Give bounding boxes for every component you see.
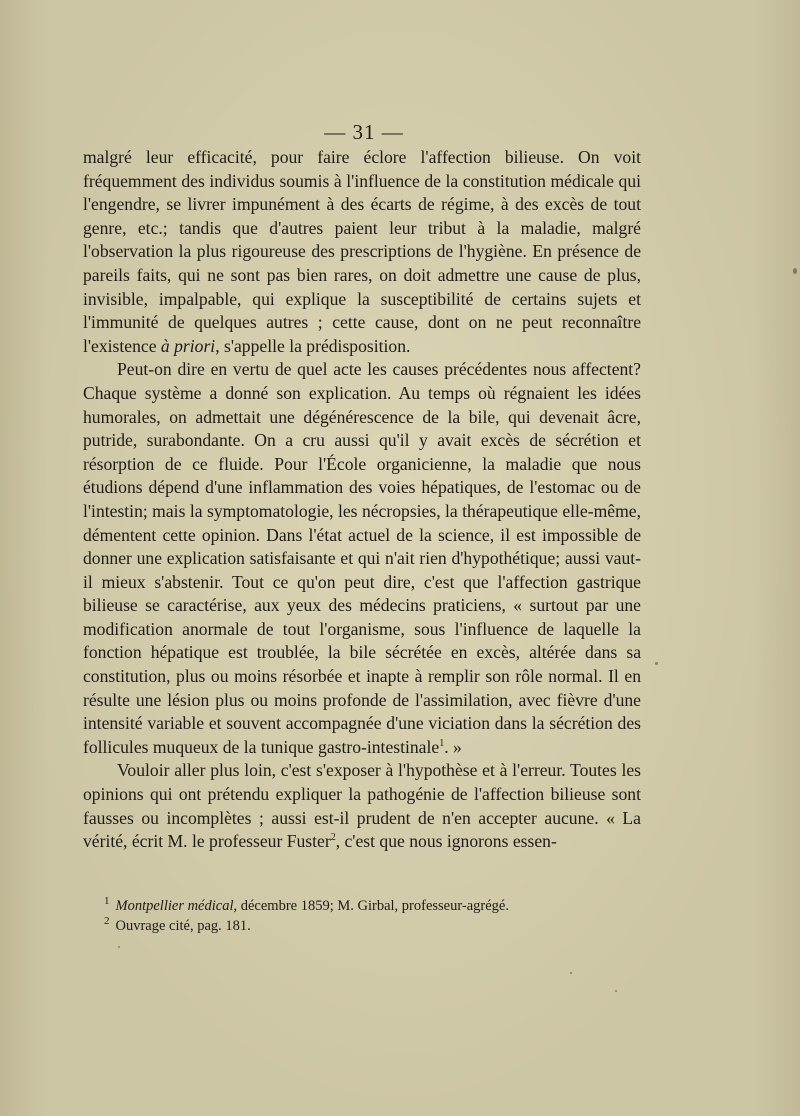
footnote-ref-1: 1 (439, 737, 445, 749)
footnote-ref-2: 2 (330, 832, 336, 844)
paragraph-1 (83, 146, 641, 358)
page-number: — 31 — (324, 120, 404, 144)
paragraph-3 (83, 759, 641, 853)
footnote-2 (104, 916, 624, 936)
paragraph-3-text: Vouloir aller plus loin, c'est s'exposer à l'hypothèse et à l'erreur. Toutes les opinions qui ont prétendu expliquer la pathogénie de l'affection bilieuse sont fausses ou incomplètes ; aussi est-il prudent de n'en accepter aucune. « La vérité, écrit M. le professeur Fuster (83, 760, 641, 852)
footnote-1-text: décembre 1859; M. Girbal, professeur-agrégé. (237, 898, 509, 914)
footnote-2-text: Ouvrage cité, pag. 181. (115, 918, 251, 934)
paragraph-2-text: Peut-on dire en vertu de quel acte les causes précédentes nous affectent? Chaque système a donné son explication. Au temps où régnaient les idées humorales, on admettait une dégénérescence de la bile, qui devenait âcre, putride, surabondante. On a cru aussi qu'il y avait excès de sécrétion et résorption de ce fluide. Pour l'École organicienne, la maladie que nous étudions dépend d'une inflammation des voies hépatiques, de l'estomac ou de l'intestin; mais la symptomatologie, les nécropsies, la thérapeutique elle-même, démentent cette opinion. Dans l'état actuel de la science, il est impossible de donner une explication satisfaisante et qui n'ait rien d'hypothétique; aussi vaut-il mieux s'abstenir. Tout ce qu'on peut dire, c'est que l'affection gastrique bilieuse se caractérise, aux yeux des médecins praticiens, « surtout par une modification anormale de tout l'organisme, sous l'influence de laquelle la fonction hépatique est troublée, la bile sécrétée en excès, altérée dans sa constitution, plus ou moins résorbée et inapte à remplir son rôle normal. Il en résulte une lésion plus ou moins profonde de l'assimilation, avec fièvre d'une intensité variable et souvent accompagnée d'une viciation dans la sécrétion des follicules muqueux de la tunique gastro-intestinale (83, 359, 641, 757)
paragraph-1-text: malgré leur efficacité, pour faire éclore l'affection bilieuse. On voit fréquemment des individus soumis à l'influence de la constitution médicale qui l'engendre, se livrer impunément à des écarts de régime, à des excès de tout genre, etc.; tandis que d'autres paient leur tribut à la maladie, malgré l'observation la plus rigoureuse des prescriptions de l'hygiène. En présence de pareils faits, qui ne sont pas bien rares, on doit admettre une cause de plus, invisible, impalpable, qui explique la susceptibilité de certains sujets et l'immunité de quelques autres ; cette cause, dont on ne peut reconnaître l'existence (83, 147, 641, 356)
paragraph-1-tail: , s'appelle la prédisposition. (215, 335, 411, 356)
paper-speck (118, 946, 120, 948)
footnote-1 (104, 896, 624, 916)
paper-speck (615, 990, 617, 992)
paragraph-2-tail: . » (444, 736, 462, 757)
paragraph-3-tail: , c'est que nous ignorons essen- (335, 831, 557, 852)
paper-speck (570, 972, 572, 974)
footnotes (104, 896, 624, 936)
body-text (83, 146, 641, 854)
paper-speck (793, 268, 797, 274)
paragraph-1-italic: à priori (160, 335, 216, 356)
paragraph-2 (83, 358, 641, 759)
footnote-2-number: 2 (104, 915, 110, 928)
footnote-1-italic: Montpellier médical, (115, 898, 238, 914)
footnote-1-number: 1 (104, 895, 110, 908)
paper-speck (655, 662, 658, 665)
